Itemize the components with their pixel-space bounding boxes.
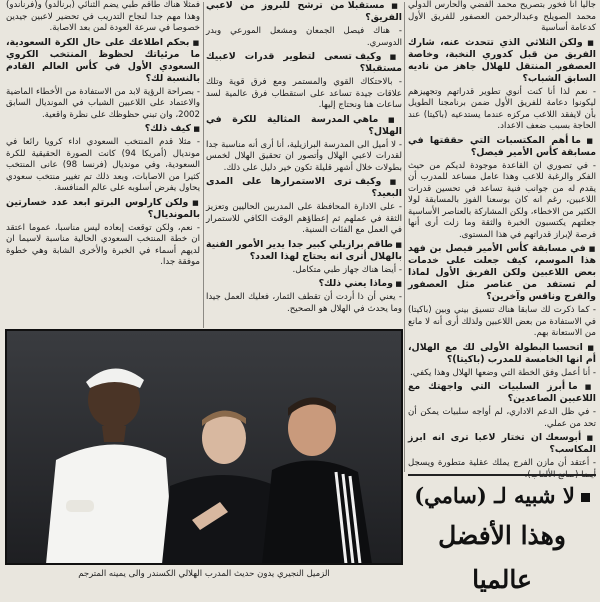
- interview-question: ■ اتحسبا البطولة الأولى لك مع الهلال، أم انها الخامسة للمدرب (باكيتا)؟: [408, 342, 596, 366]
- interview-question: ■ ما أبرز السلبيات التي واجهتك مع اللاعبين الصاعدين؟: [408, 381, 596, 405]
- interview-question: ■ بحكم اطلاعك على حال الكرة السعودية، ما مرئياتك لحظوظ المنتخب الكروي السعودي الأول في كأس العالم القادم بالنسبة لك؟: [6, 37, 200, 85]
- headline-line-1: [408, 478, 596, 514]
- interview-question: ■ ولكن الثلاثي الذي تتحدث عنه، شارك الفريق من قبل كدوري النخبة، وخاصة العصفور المنتقل للهلال جاهز من ناديه السابق الشباب؟: [408, 37, 596, 85]
- interview-answer: - على الادارة المحافظة على المدربين الحاليين وتعزيز الثقة في عملهم ثم إعطاؤهم الوقت الكافي للاستمرار في العمل مع الفئات السنية.: [206, 202, 402, 235]
- interview-answer: - مثلا قدم المنتخب السعودي اداء كرويا رائعا في مونديال (أمريكا 94) كانت الصورة الحقيقية للكرة السعودية، وفي مونديال (فرنسا 98) عانى المنتخب كثيرا من الاصابات، وبعد ذلك تم تغيير منتخب سعودي يحاول يفرض أسلوبه على عالم المنافسة.: [6, 137, 200, 193]
- headline-line-2: وهذا الأفضل عالميا: [438, 521, 566, 594]
- interview-question: ■ ما أهم المكتسبات التي حققتها في مسابقة كأس الأمير فيصل؟: [408, 135, 596, 159]
- interview-question: ■ طاقم برازيلي كبير جدا يدير الأمور الفنية بالهلال أترى انه يحتاج لهذا العدد؟: [206, 239, 402, 263]
- interview-answer: - نعم، ولكن توقعت إبعاده ليس مناسبا، عموما اعتقد ان خطة المنتخب السعودي الحالية مناسبة لاسيما ان لديهم أسماء في الخبرة والأخرى الشابة وهي خطوة موفقة جدا.: [6, 222, 200, 267]
- interview-answer: - في ظل الدعم الاداري، لم أواجه سلبيات يمكن أن تحد من عملي.: [408, 407, 596, 429]
- headline-rule: [408, 474, 596, 476]
- photo-illustration: [6, 330, 402, 564]
- photo-caption: الزميل النجيري يدون حديث المدرب الهلالي الكسندر والى يمينه المترجم: [78, 569, 330, 579]
- column-divider: [404, 2, 405, 472]
- interview-answer: - كما ذكرت لك سابقا هناك تنسيق بيني وبين (باكيتا) في الاستفادة من بعض اللاعبين ولذلك أرى أنه لا مانع من الاستعانة بهم.: [408, 305, 596, 338]
- interview-answer: - بصراحة الرؤية لابد من الاستفادة من الأخطاء الماضية والاعتماد على اللاعبين الشباب في المونديال السابق 2002، وان تبني حظوظك على نظرة واقعية.: [6, 86, 200, 120]
- interview-answer: - أيضا هناك جهاز طبي متكامل.: [292, 264, 402, 275]
- interview-question: ■ مستقبلا من ترشح للبروز من لاعبي الفريق؟: [206, 0, 402, 24]
- interview-question: ■ كيف ذلك؟: [6, 123, 200, 135]
- interview-answer: - هناك فيصل الجمعان ومشعل المورعي وبدر الدوسري.: [206, 26, 402, 48]
- interview-question: ■ في مسابقة كأس الأمير فيصل بن فهد هذا الموسم، كيف جعلت على خدمات بعض اللاعبين ولكن الفريق الأول لماذا لم تستفد من عناصر مثل العصفور والفرج ونافس وآخرين؟: [408, 243, 596, 303]
- article-paragraph: فمثلا هناك طاقم طبي يضم الثنائي (برنالدو) و(فرناندو) وهذا مهم جدا لنجاح التدريب في تحضير لاعبين جيدين خصوصا في سرعة العودة لمن بعد الاصابة.: [6, 0, 200, 33]
- interview-answer: - يعني أن ذا أردت أن تقطف الثمار، فعليك العمل جيدا وما يحدث في الهلال هو الصحيح.: [206, 292, 402, 314]
- interview-question: ■ ولكن كارلوس البرتو ابعد عدد خسارتين بالمونديال؟: [6, 197, 200, 221]
- article-column-middle: [206, 0, 402, 332]
- interview-question: ■ وكيف ترى الاستمرارها على المدى البعيد؟: [206, 176, 402, 200]
- article-paragraph: جاليا انا فخور بتصريح محمد الفضي والحارس الدولي محمد الصويلح وعبدالرحمن العصفور للفريق الأول كدعامة أساسية: [408, 0, 596, 33]
- interview-photo: [6, 330, 402, 564]
- interview-question: ■ وكيف تسعى لتطوير قدرات لاعبيك مستقبلا؟: [206, 51, 402, 75]
- interview-answer: - لا أميل الى المدرسة البرازيلية، أنا أرى أنه مناسبة جدا لقدرات لاعبي الهلال وأتصور ان تحقيق الهلال لخمس بطولات خلال أشهر قليلة تكون خير دليل على ذلك.: [206, 139, 402, 173]
- headline-block: [408, 478, 596, 594]
- headline-text-1: لا شبيه لـ (سامي): [414, 483, 575, 508]
- interview-question: ■ وماذا يعني ذلك؟: [206, 278, 402, 290]
- square-bullet-icon: [581, 493, 590, 502]
- interview-question: ■ ماهي المدرسة المثالية للكرة في الهلال؟: [206, 114, 402, 138]
- interview-answer: - أنا أعمل وفق الخطة التي وضعها الهلال وهذا يكفي.: [410, 367, 596, 378]
- column-divider: [203, 2, 204, 328]
- interview-answer: - أعتقد أن مازن الفرج يملك عقلية متطورة ويسجل: [408, 458, 596, 468]
- article-column-left: [6, 0, 200, 328]
- article-column-right: [408, 0, 596, 470]
- interview-answer: - في تصوري ان القاعدة موجودة لديكم من حيث الفكر والرغبة للاعب وهذا عامل مساعد للمدرب أن يقدم له من جوانب فنية تساعد في تحسين قدرات اللاعبين، رغم انه كان بوسعنا الفوز بالمسابقة لولا الكثير من الاخطاء، ولكن المشاركة بالعناصر الأساسية جعلتهم يكتسبون الخبرة والثقة وما زلت أرى أنها فرصة لإبراز قدراتهم في هذا المستوى.: [408, 160, 596, 240]
- interview-question: ■ أبوسعك ان تختار لاعبا ترى انه ابرز المكاسب؟: [408, 432, 596, 456]
- interview-answer: - نعم لذا أنا كنت أنوي تطوير قدراتهم وتجهيزهم ليكونوا دعامة للفريق الأول ضمن برنامجنا الطويل بأن لايفقد اللاعب مركزه عندما يستدعيه (باكيتا) عند الحاجة بسبب ضعف الاعداد.: [408, 86, 596, 131]
- interview-answer: - بالاحتكاك القوي والمستمر ومع فرق قوية وتلك علاقات جيدة تساعد على استقطاب فرق عالمية لسد ساعات هنا ونحتاج إليها.: [206, 77, 402, 110]
